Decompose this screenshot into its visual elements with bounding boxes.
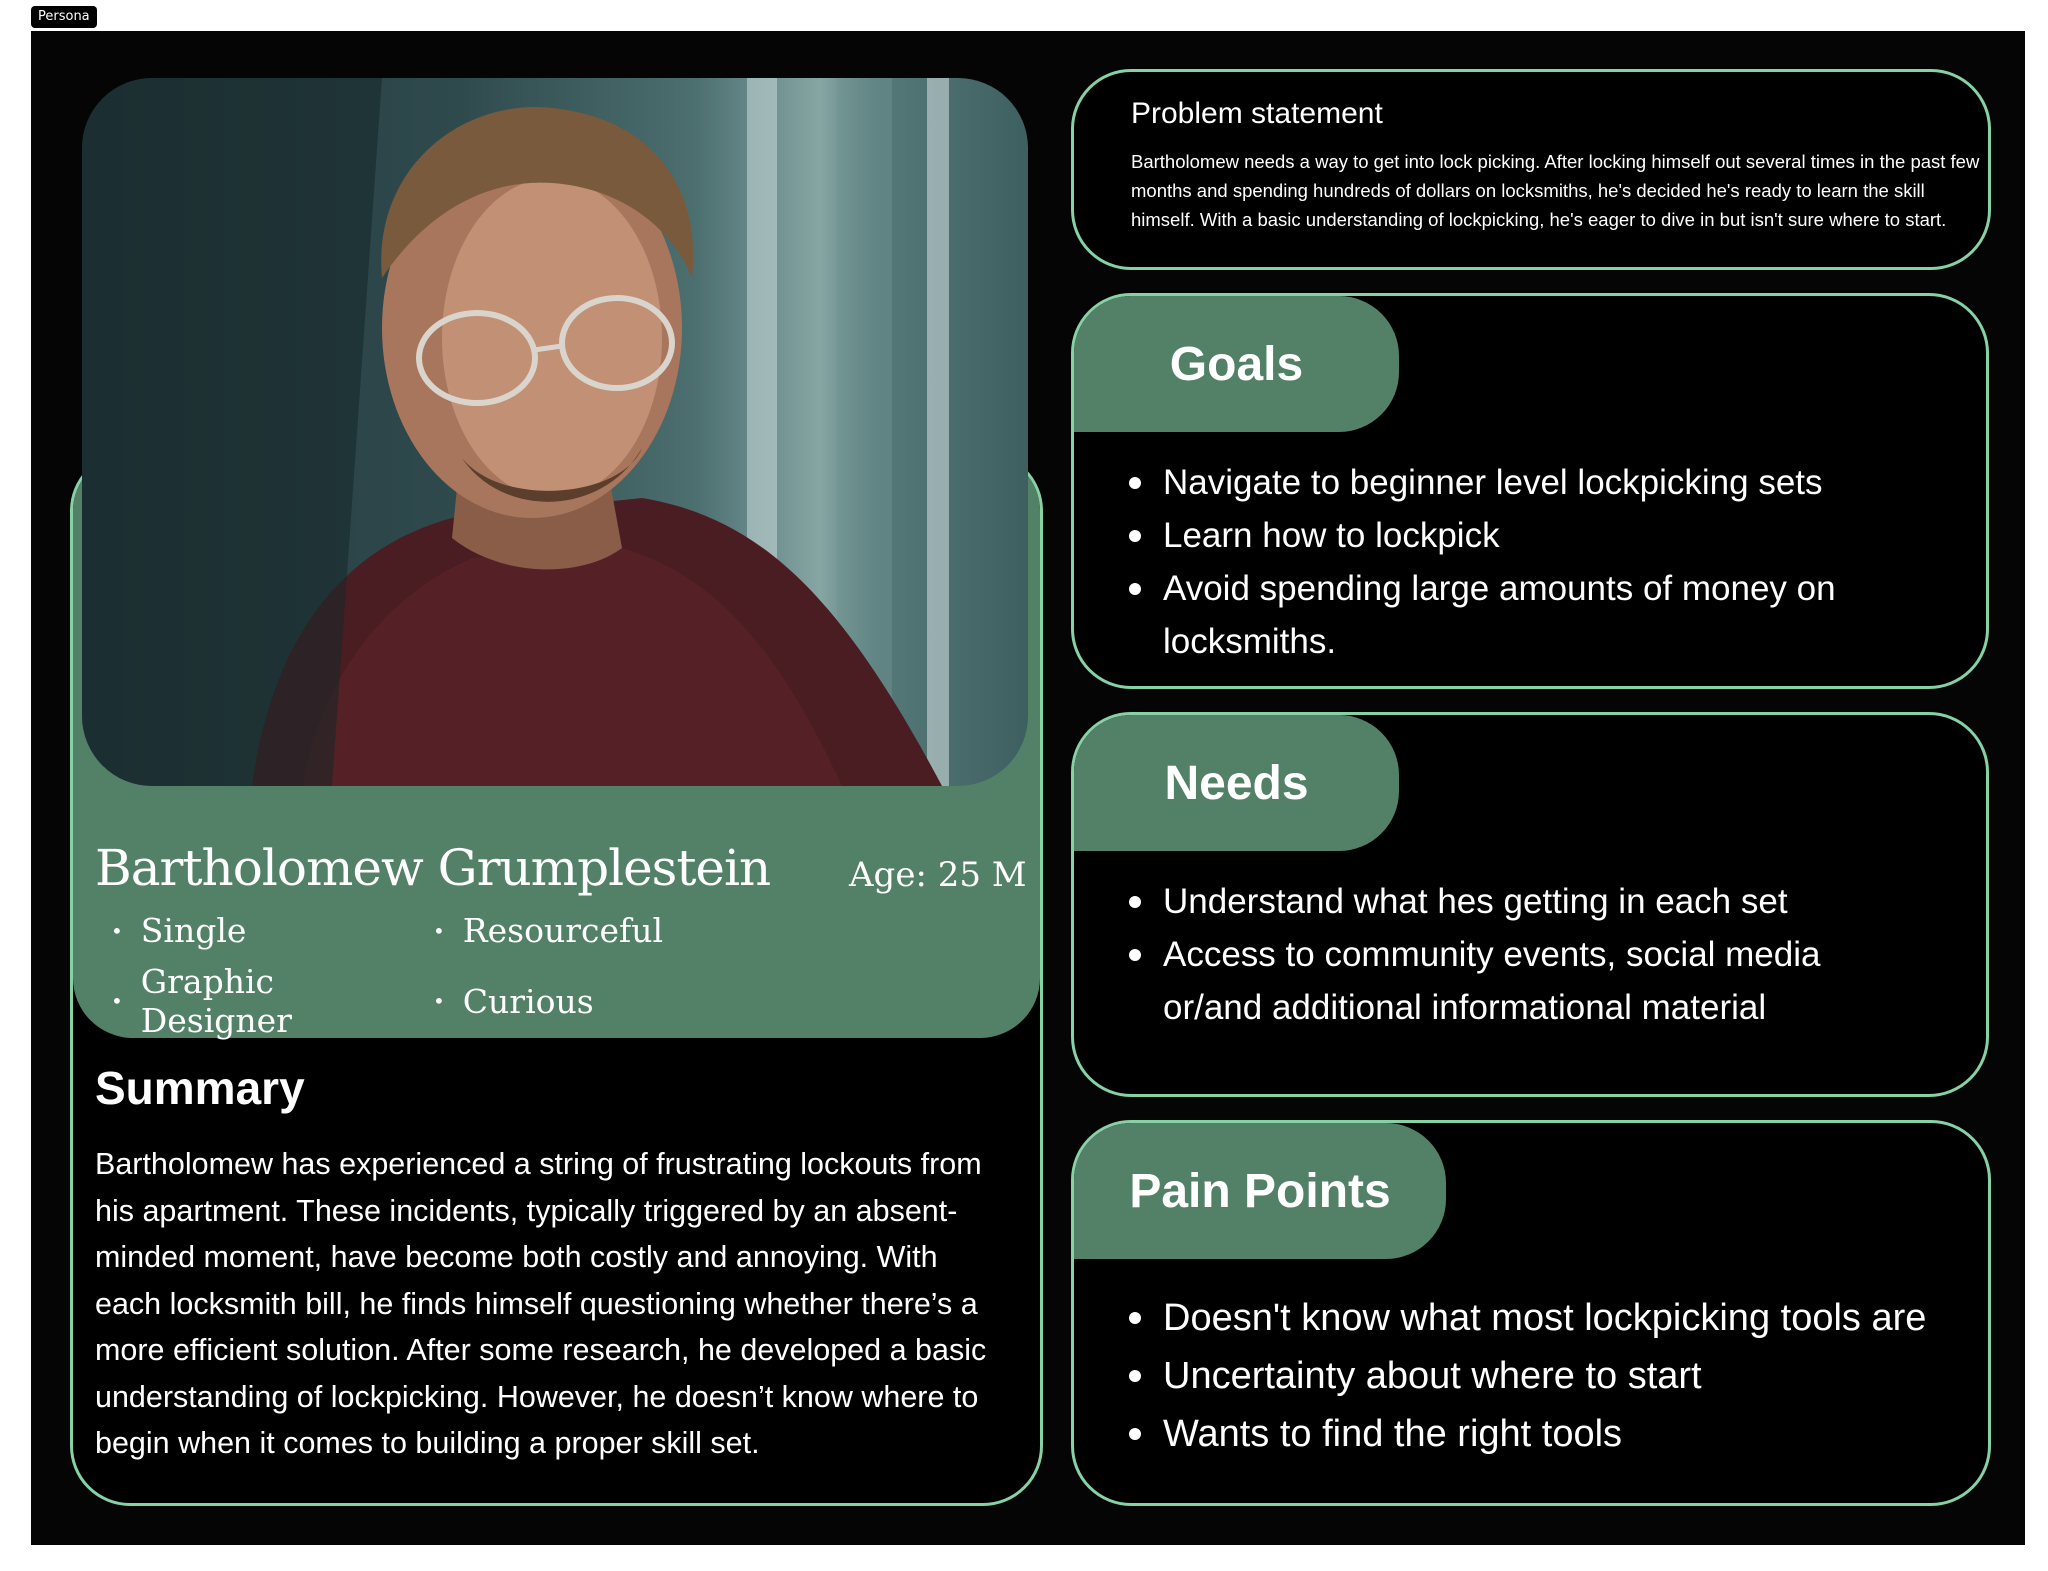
list-item: Doesn't know what most lockpicking tools are bbox=[1129, 1289, 1989, 1347]
persona-traits bbox=[111, 911, 711, 1040]
summary-text: Bartholomew has experienced a string of frustrating lockouts from his apartment. These incidents, typically triggered by an absent-minded moment, have become both costly and annoying. With each locksmith bill, he finds himself questioning whether there’s a more efficient solution. After some research, he developed a basic understanding of lockpicking. However, he doesn’t know where to begin when it comes to building a proper skill set. bbox=[95, 1147, 987, 1460]
pain-points-title: Pain Points bbox=[1074, 1123, 1446, 1259]
trait-label: Curious bbox=[462, 981, 594, 1021]
frame-label[interactable]: Persona bbox=[31, 6, 97, 28]
persona-name: Bartholomew Grumplestein bbox=[95, 839, 771, 897]
goals-card bbox=[1071, 293, 1989, 689]
problem-statement-card bbox=[1071, 69, 1991, 270]
list-item: Learn how to lockpick bbox=[1129, 509, 1889, 562]
trait-item bbox=[111, 962, 433, 1040]
problem-text: Bartholomew needs a way to get into lock picking. After locking himself out several times in the past few months and spending hundreds of dollars on locksmiths, he's decided he's ready to learn the skill himself. With a basic understanding of lockpicking, he's eager to dive in but isn't sure where to start. bbox=[1131, 151, 1980, 230]
trait-item bbox=[111, 911, 433, 950]
needs-title: Needs bbox=[1074, 715, 1399, 851]
list-item: Avoid spending large amounts of money on locksmiths. bbox=[1129, 562, 1889, 668]
bullet-icon: • bbox=[433, 918, 445, 943]
trait-label: Single bbox=[140, 911, 247, 950]
list-item: Navigate to beginner level lockpicking sets bbox=[1129, 456, 1889, 509]
trait-item bbox=[433, 962, 693, 1040]
list-item: Understand what hes getting in each set bbox=[1129, 875, 1889, 928]
list-item: Access to community events, social media or/and additional informational material bbox=[1129, 928, 1889, 1034]
persona-photo bbox=[82, 78, 1028, 786]
pain-points-card bbox=[1071, 1120, 1991, 1506]
trait-label: Graphic Designer bbox=[140, 962, 292, 1040]
persona-canvas bbox=[31, 31, 2025, 1545]
goals-list bbox=[1129, 456, 1889, 668]
needs-list bbox=[1129, 875, 1889, 1034]
list-item: Uncertainty about where to start bbox=[1129, 1347, 1989, 1405]
trait-item bbox=[433, 911, 693, 950]
summary-title: Summary bbox=[95, 1062, 305, 1114]
list-item: Wants to find the right tools bbox=[1129, 1405, 1989, 1463]
bullet-icon: • bbox=[111, 918, 123, 943]
persona-age: Age: 25 M bbox=[849, 855, 1027, 895]
bullet-icon: • bbox=[111, 989, 123, 1013]
trait-label: Resourceful bbox=[462, 911, 664, 950]
needs-card bbox=[1071, 712, 1989, 1097]
pain-points-list bbox=[1129, 1289, 1989, 1463]
bullet-icon: • bbox=[433, 989, 445, 1013]
person-portrait-icon bbox=[82, 78, 1028, 786]
goals-title: Goals bbox=[1074, 296, 1399, 432]
problem-title: Problem statement bbox=[1131, 97, 1383, 130]
